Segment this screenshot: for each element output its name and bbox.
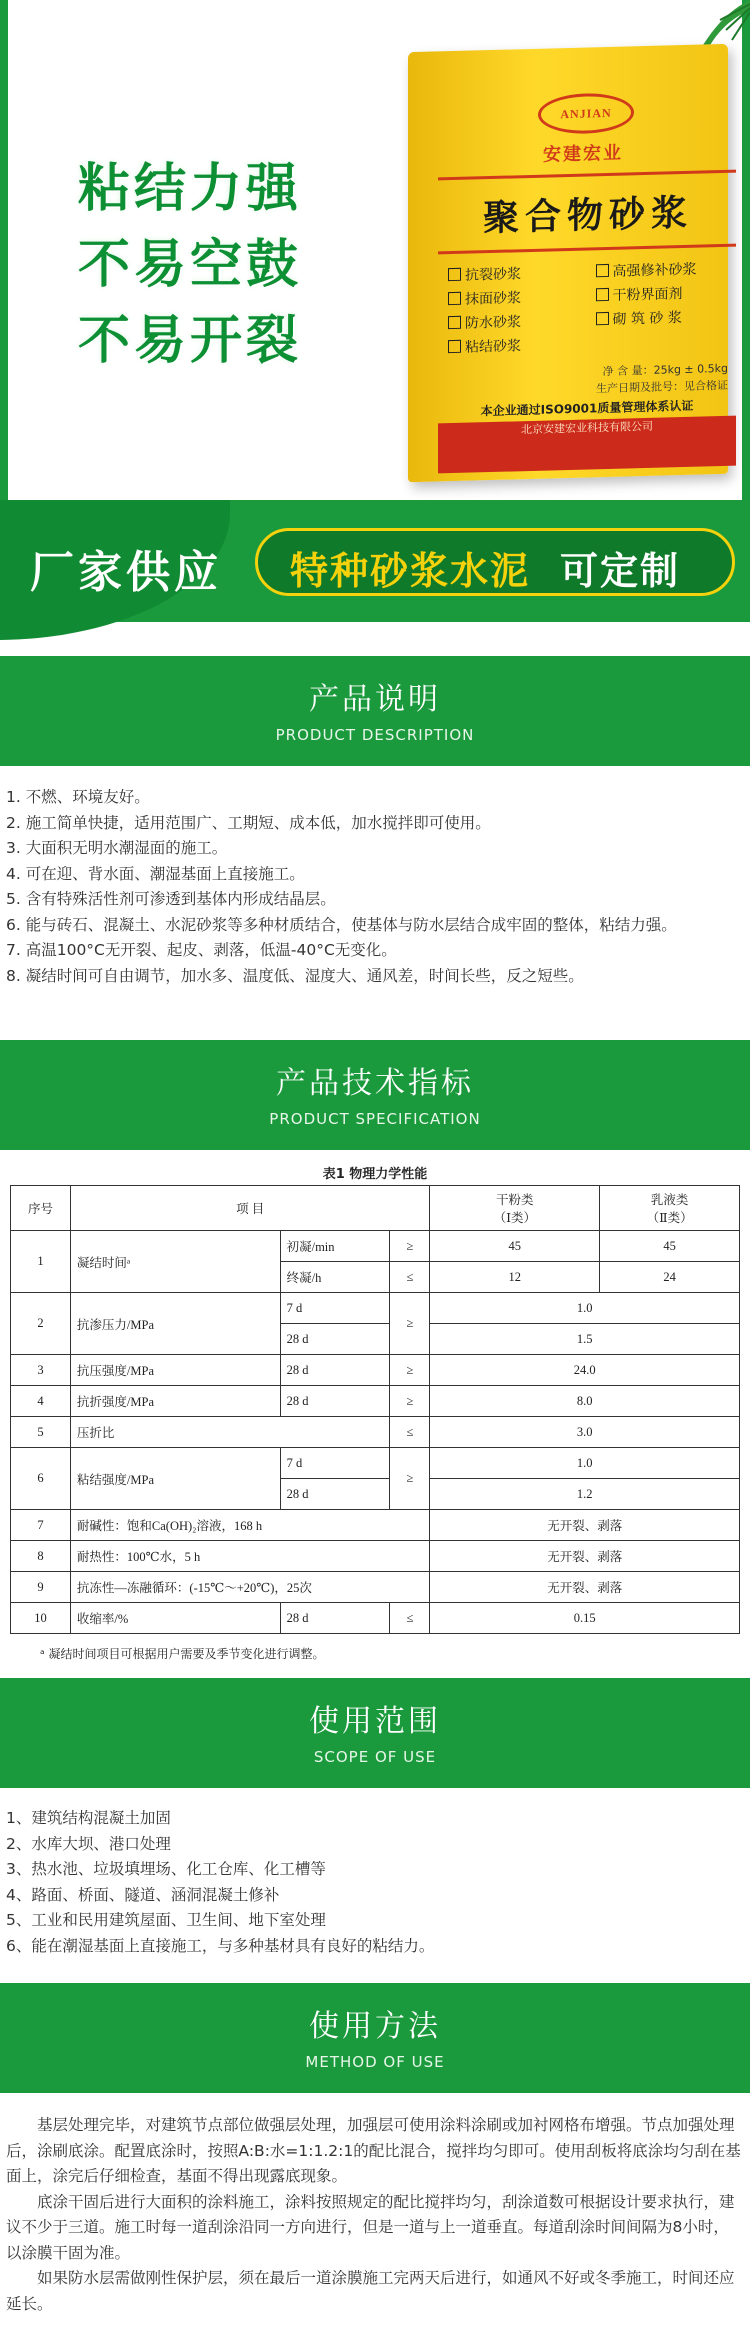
bag-company: 北京安建宏业科技有限公司 [521, 419, 653, 437]
list-item: 1. 不燃、环境友好。 [6, 788, 150, 806]
cell-item: 压折比 [70, 1417, 390, 1448]
bag-type-item: 抹面砂浆 [448, 286, 586, 310]
cell-no: 3 [11, 1355, 71, 1386]
cell-no: 6 [11, 1448, 71, 1510]
list-item: 4、路面、桥面、隧道、涵洞混凝土修补 [6, 1885, 280, 1904]
cell-sub: 28 d [280, 1603, 390, 1634]
bag-company-band [438, 416, 736, 474]
banner-pill-text: 可定制 [560, 549, 681, 593]
cell-sub: 28 d [280, 1479, 390, 1510]
method-text [6, 2113, 744, 2317]
table-row [11, 1510, 740, 1541]
spec-table [10, 1185, 740, 1634]
section-header-scope [0, 1678, 750, 1788]
table-row [11, 1448, 740, 1479]
cell-item: 抗压强度/MPa [70, 1355, 280, 1386]
bag-brand-logo: ANJIAN [538, 92, 634, 135]
table-row [11, 1355, 740, 1386]
cell-op: ≥ [390, 1448, 430, 1510]
method-paragraph: 如果防水层需做刚性保护层，须在最后一道涂膜施工完两天后进行，如通风不好或冬季施工，时间还应延长。 [6, 2269, 735, 2313]
cell-op: ≥ [390, 1231, 430, 1262]
cell-sub: 28 d [280, 1386, 390, 1417]
slogan-1: 粘结力强 [78, 159, 303, 219]
section-subtitle: METHOD OF USE [305, 2053, 445, 2071]
bag-body [408, 44, 728, 482]
bag-type-item: 高强修补砂浆 [596, 258, 734, 282]
table-footnote: ᵃ 凝结时间项目可根据用户需要及季节变化进行调整。 [40, 1647, 325, 1661]
method-paragraph: 基层处理完毕，对建筑节点部位做强层处理，加强层可使用涂料涂刷或加衬网格布增强。节点加强处理后，涂刷底涂。配置底涂时，按照A:B:水=1:1.2:1的配比混合，搅拌均匀即可。使用刮板将底涂均匀刮在基面上，涂完后仔细检查，基面不得出现露底现象。 [6, 2116, 741, 2185]
table-title: 表1 物理力学性能 [322, 1167, 428, 1182]
bag-production-date: 生产日期及批号：见合格证 [596, 378, 728, 396]
list-item: 1、建筑结构混凝土加固 [6, 1809, 171, 1827]
bag-types-list [448, 258, 733, 357]
list-item: 3、热水池、垃圾填埋场、化工仓库、化工槽等 [6, 1860, 326, 1878]
list-item: 4. 可在迎、背水面、潮湿基面上直接施工。 [6, 864, 305, 883]
list-item: 2、水库大坝、港口处理 [6, 1834, 171, 1853]
bag-product-name: 聚合物砂浆 [482, 192, 693, 240]
slogan-2: 不易空鼓 [78, 235, 303, 295]
cell-dry: 12 [430, 1262, 600, 1293]
product-bag-image [390, 38, 740, 478]
bag-brand-name: 安建宏业 [543, 142, 623, 166]
hero-right-bar [742, 0, 750, 500]
list-item: 7. 高温100°C无开裂、起皮、剥落，低温-40°C无变化。 [6, 941, 397, 959]
cell-sub: 7 d [280, 1448, 390, 1479]
list-item: 8. 凝结时间可自由调节，加水多、温度低、湿度大、通风差，时间长些，反之短些。 [6, 966, 584, 985]
section-title: 产品说明 [309, 682, 441, 717]
cell-item: 收缩率/% [70, 1603, 280, 1634]
list-item: 5、工业和民用建筑屋面、卫生间、地下室处理 [6, 1911, 326, 1929]
table-row [11, 1293, 740, 1324]
table-row [11, 1417, 740, 1448]
cell-sub: 终凝/h [280, 1262, 390, 1293]
bag-iso-text: 本企业通过ISO9001质量管理体系认证 [480, 398, 694, 419]
table-row [11, 1231, 740, 1262]
cell-item: 抗冻性—冻融循环：(-15℃～+20℃)，25次 [70, 1572, 430, 1603]
hero-section [0, 0, 750, 500]
cell-op: ≥ [390, 1355, 430, 1386]
cell-sub: 28 d [280, 1355, 390, 1386]
table-row [11, 1386, 740, 1417]
cell-sub: 初凝/min [280, 1231, 390, 1262]
bag-type-item: 砌 筑 砂 浆 [596, 306, 734, 330]
cell-op: ≤ [390, 1603, 430, 1634]
section-subtitle: PRODUCT SPECIFICATION [269, 1110, 481, 1128]
spec-table-block [10, 1163, 740, 1659]
section-header-description [0, 656, 750, 766]
section-title: 产品技术指标 [276, 1066, 474, 1101]
cell-item: 耐热性：100℃水，5 h [70, 1541, 430, 1572]
cell-value: 24.0 [430, 1355, 740, 1386]
table-header-row [11, 1186, 740, 1231]
cell-no: 4 [11, 1386, 71, 1417]
bag-type-item: 粘结砂浆 [448, 334, 586, 358]
cell-no: 7 [11, 1510, 71, 1541]
cell-op: ≤ [390, 1417, 430, 1448]
cell-value: 无开裂、剥落 [430, 1572, 740, 1603]
cell-item: 抗渗压力/MPa [70, 1293, 280, 1355]
method-paragraph: 底涂干固后进行大面积的涂料施工，涂料按照规定的配比搅拌均匀，刮涂道数可根据设计要求执行，建议不少于三道。施工时每一道刮涂沿同一方向进行，但是一道与上一道垂直。每道刮涂时间间隔为8小时，以涂膜干固为准。 [6, 2192, 735, 2262]
list-item: 6、能在潮湿基面上直接施工，与多种基材具有良好的粘结力。 [6, 1936, 435, 1955]
cell-sub: 7 d [280, 1293, 390, 1324]
hero-left-bar [0, 0, 8, 500]
cell-op: ≤ [390, 1262, 430, 1293]
cell-sub: 28 d [280, 1324, 390, 1355]
cell-item: 抗折强度/MPa [70, 1386, 280, 1417]
list-item: 6. 能与砖石、混凝土、水泥砂浆等多种材质结合，使基体与防水层结合成牢固的整体，粘结力强。 [6, 915, 677, 934]
list-item: 2. 施工简单快捷，适用范围广、工期短、成本低，加水搅拌即可使用。 [6, 813, 491, 832]
cell-no: 10 [11, 1603, 71, 1634]
cell-dry: 45 [430, 1231, 600, 1262]
cell-no: 2 [11, 1293, 71, 1355]
cell-value: 8.0 [430, 1386, 740, 1417]
bag-type-item: 防水砂浆 [448, 310, 586, 334]
cell-value: 1.0 [430, 1448, 740, 1479]
cell-value: 无开裂、剥落 [430, 1541, 740, 1572]
cell-value: 1.5 [430, 1324, 740, 1355]
list-item: 3. 大面积无明水潮湿面的施工。 [6, 839, 228, 857]
cell-no: 1 [11, 1231, 71, 1293]
cell-item: 耐碱性：饱和Ca(OH)₂溶液，168 h [70, 1510, 430, 1541]
bag-type-item: 干粉界面剂 [596, 282, 734, 306]
header-item: 项 目 [70, 1186, 430, 1231]
header-no: 序号 [11, 1186, 71, 1231]
bag-rule [438, 170, 736, 181]
section-header-specification [0, 1040, 750, 1150]
cell-no: 8 [11, 1541, 71, 1572]
cell-no: 5 [11, 1417, 71, 1448]
header-emulsion: 乳液类 （Ⅱ类） [600, 1186, 740, 1231]
bag-rule [438, 244, 736, 255]
cell-item: 凝结时间ᵃ [70, 1231, 280, 1293]
cell-value: 0.15 [430, 1603, 740, 1634]
bag-net-weight: 净 含 量：25kg ± 0.5kg [602, 361, 728, 379]
banner-pill-highlight: 特种砂浆水泥 [290, 549, 531, 593]
section-header-method [0, 1983, 750, 2093]
banner-left-text: 厂家供应 [30, 547, 222, 598]
bag-type-item: 抗裂砂浆 [448, 262, 586, 286]
table-row [11, 1603, 740, 1634]
slogan-3: 不易开裂 [78, 311, 303, 371]
cell-emulsion: 45 [600, 1231, 740, 1262]
cell-emulsion: 24 [600, 1262, 740, 1293]
cell-value: 1.2 [430, 1479, 740, 1510]
section-title: 使用范围 [309, 1704, 441, 1739]
cell-item: 粘结强度/MPa [70, 1448, 280, 1510]
cell-op: ≥ [390, 1293, 430, 1355]
cell-value: 1.0 [430, 1293, 740, 1324]
header-dry: 干粉类 （Ⅰ类） [430, 1186, 600, 1231]
table-row [11, 1572, 740, 1603]
cell-no: 9 [11, 1572, 71, 1603]
promo-banner [0, 500, 750, 622]
scope-list [6, 1806, 744, 1959]
section-title: 使用方法 [309, 2009, 441, 2044]
section-subtitle: PRODUCT DESCRIPTION [275, 726, 475, 744]
list-item: 5. 含有特殊活性剂可渗透到基体内形成结晶层。 [6, 890, 336, 908]
table-row [11, 1541, 740, 1572]
description-list [6, 785, 744, 989]
cell-value: 3.0 [430, 1417, 740, 1448]
section-subtitle: SCOPE OF USE [313, 1748, 437, 1766]
cell-op: ≥ [390, 1386, 430, 1417]
cell-value: 无开裂、剥落 [430, 1510, 740, 1541]
